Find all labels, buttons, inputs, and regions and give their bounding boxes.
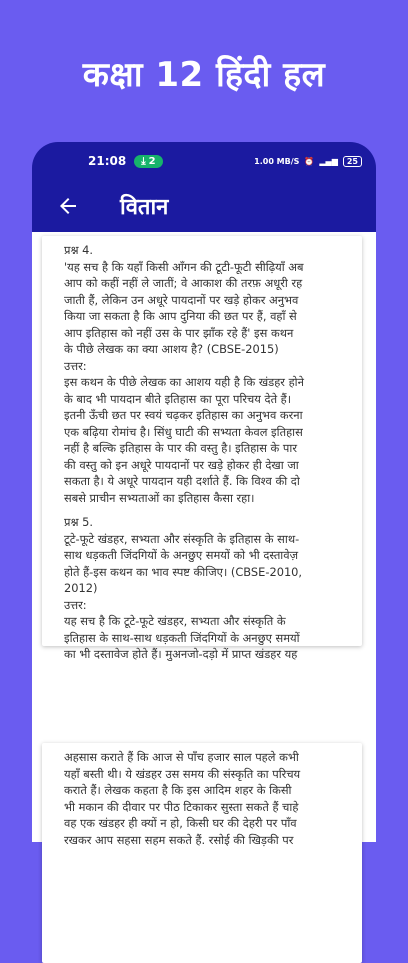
alarm-icon: ⏰ (304, 156, 315, 166)
answer-line: रखकर आप सहसा सहम सकते हैं. रसोई की खिड़की पर (64, 832, 294, 847)
status-indicators (254, 156, 362, 167)
app-bar (32, 180, 376, 232)
app-title: वितान (120, 195, 169, 220)
download-icon: ⤓ (141, 155, 146, 167)
signal-icon: ▂▄▆ (319, 156, 338, 166)
answer-line: भी मकान की दीवार पर पीठ टिकाकर सुस्ता सकते हैं चाहे (64, 799, 299, 814)
notification-count: 2 (148, 155, 156, 167)
answer-line: कराते हैं। लेखक कहता है कि इस आदिम शहर के किसी (64, 783, 292, 797)
question-line: 'यह सच है कि यहाँ किसी आँगन की टूटी-फूटी सीढ़ियाँ अब (64, 259, 304, 274)
answer-label: उत्तर: (64, 597, 87, 612)
question-line: जाती हैं, लेकिन उन अधूरे पायदानों पर खड़े होकर अनुभव (64, 292, 299, 307)
promo-title: कक्षा 12 हिंदी हल (82, 55, 326, 95)
notification-badge (134, 155, 162, 168)
question-line: 2012) (64, 581, 98, 595)
answer-line: इतनी ऊँची छत पर स्वयं चढ़कर इतिहास का अनुभव करना (64, 408, 303, 422)
answer-label: उत्तर: (64, 358, 87, 373)
question-line: आप को कहीं नहीं ले जातीं; वे आकाश की तरफ़ अधूरी रह (64, 276, 303, 290)
answer-card (42, 236, 362, 661)
answer-line: वह एक खंडहर ही क्यों न हो, किसी घर की देहरी पर पाँव (64, 816, 297, 830)
answer-line: सबसे प्राचीन सभ्यताओं का इतिहास कैसा रहा। (64, 490, 255, 505)
answer-line: एक बढ़िया रोमांच है। सिंधु घाटी की सभ्यता केवल इतिहास (64, 424, 303, 439)
answer-line: यहाँ बस्ती थी। ये खंडहर उस समय की संस्कृति का परिचय (64, 766, 301, 781)
answer-line: इस कथन के पीछे लेखक का आशय यही है कि खंडहर होने (64, 375, 304, 389)
question-line: आप इतिहास को नहीं उस के पार झाँक रहे हैं' इस कथन (64, 325, 294, 340)
question-line: किया जा सकता है कि आप दुनिया की छत पर हैं, वहाँ से (64, 309, 297, 323)
answer-line: अहसास कराते हैं कि आज से पाँच हजार साल पहले कभी (64, 750, 299, 764)
phone-frame (32, 142, 376, 847)
answer-line: का भी दस्तावेज होते हैं। मुअनजो-दड़ो में प्राप्त खंडहर यह (64, 647, 298, 661)
answer-line: सकता है। ये अधूरे पायदान यही दर्शाते हैं. कि विश्व की दो (64, 474, 300, 488)
status-time: 21:08 (88, 154, 127, 168)
question-line: होते हैं-इस कथन का भाव स्पष्ट कीजिए। (CBSE-2010, (64, 564, 303, 579)
answer-line: के बाद भी पायदान बीते इतिहास का पूरा परिचय देते हैं। (64, 391, 292, 406)
status-bar (32, 142, 376, 180)
answer-line: नहीं है बल्कि इतिहास के पार की वस्तु है। इतिहास के पार (64, 441, 297, 455)
question-line: साथ धड़कती जिंदगियों के अनछुए समयों को भी दस्तावेज़ (64, 548, 299, 562)
question-label: प्रश्न 5. (64, 515, 94, 529)
question-line: टूटे-फूटे खंडहर, सभ्यता और संस्कृति के इतिहास के साथ- (64, 531, 300, 546)
answer-line: इतिहास के साथ-साथ धड़कती जिंदगियों के अनछुए समयों (64, 630, 300, 645)
back-arrow-icon[interactable] (56, 194, 80, 218)
network-speed: 1.00 MB/S (254, 156, 300, 166)
question-label: प्रश्न 4. (64, 243, 94, 257)
answer-line: की वस्तु को इन अधूरे पायदानों पर खड़े होकर ही देखा जा (64, 457, 299, 472)
answer-card-continued (42, 743, 362, 963)
question-line: के पीछे लेखक का क्या आशय है? (CBSE-2015) (64, 342, 279, 356)
content-area[interactable] (32, 232, 376, 847)
battery-indicator: 25 (343, 156, 362, 167)
answer-line: यह सच है कि टूटे-फूटे खंडहर, सभ्यता और संस्कृति के (64, 614, 286, 628)
